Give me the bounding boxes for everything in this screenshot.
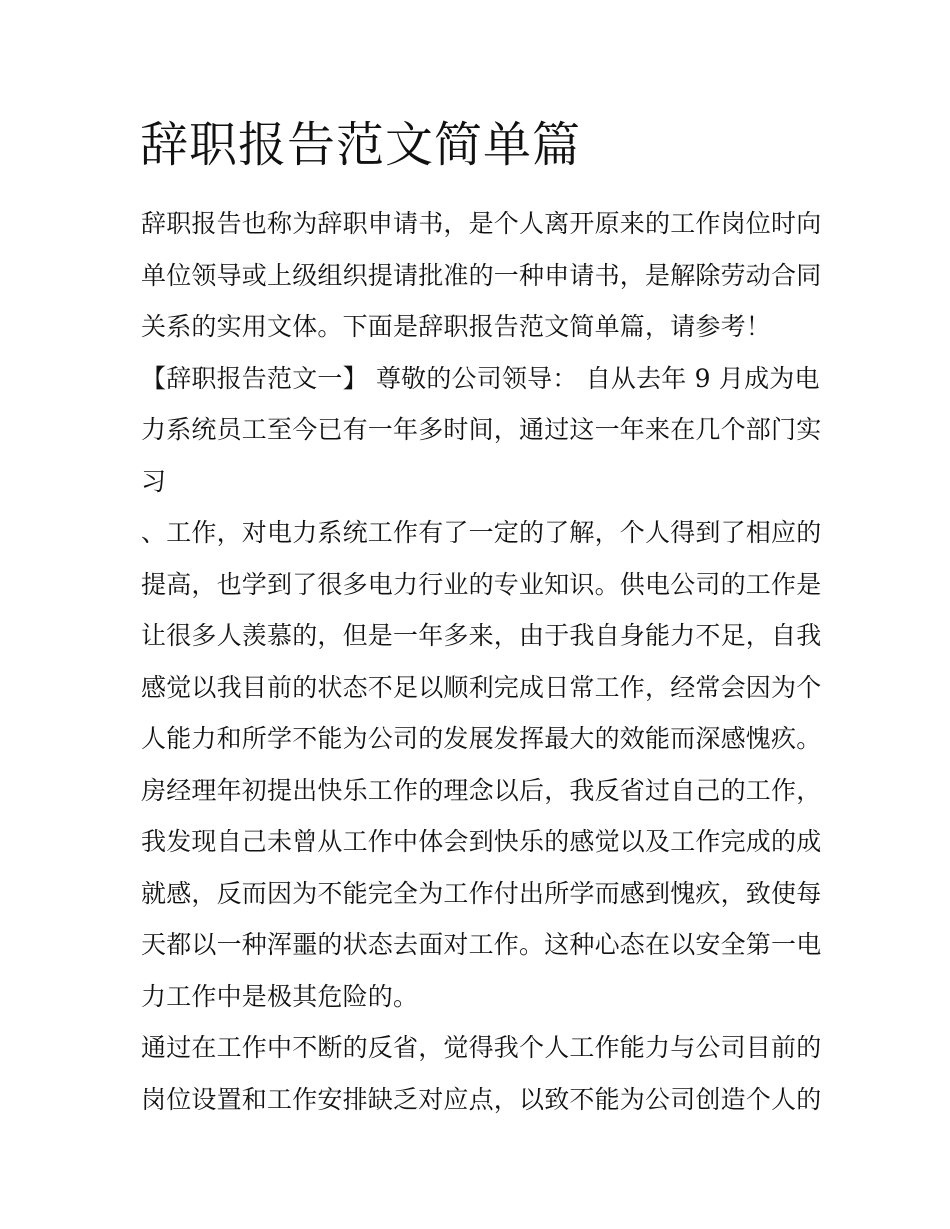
body-line-8: 提高，也学到了很多电力行业的专业知识。供电公司的工作是	[141, 569, 821, 599]
body-line-9: 让很多人羡慕的，但是一年多来，由于我自身能力不足，自我	[141, 621, 821, 650]
body-line-3: 关系的实用文体。下面是辞职报告范文简单篇，请参考！	[141, 312, 772, 341]
body-line-10: 感觉以我目前的状态不足以顺利完成日常工作，经常会因为个	[141, 672, 821, 702]
body-line-18: 岗位设置和工作安排缺乏对应点，以致不能为公司创造个人的	[141, 1084, 821, 1114]
body-line-11: 人能力和所学不能为公司的发展发挥最大的效能而深感愧疚。	[141, 724, 821, 753]
body-line-12: 房经理年初提出快乐工作的理念以后，我反省过自己的工作，	[141, 775, 821, 805]
document-body	[141, 198, 821, 1125]
body-line-14: 就感，反而因为不能完全为工作付出所学而感到愧疚，致使每	[141, 878, 821, 908]
body-line-16: 力工作中是极其危险的。	[141, 981, 419, 1011]
body-line-15: 天都以一种浑噩的状态去面对工作。这种心态在以安全第一电	[141, 930, 821, 959]
body-line-7: 、工作，对电力系统工作有了一定的了解，个人得到了相应的	[141, 518, 821, 547]
body-line-1: 辞职报告也称为辞职申请书，是个人离开原来的工作岗位时向	[141, 209, 821, 238]
body-line-6: 习	[141, 466, 167, 496]
body-line-13: 我发现自己未曾从工作中体会到快乐的感觉以及工作完成的成	[141, 827, 821, 856]
body-line-2: 单位领导或上级组织提请批准的一种申请书，是解除劳动合同	[141, 260, 821, 290]
body-line-5: 力系统员工至今已有一年多时间，通过这一年来在几个部门实	[141, 415, 821, 444]
document-title: 辞职报告范文简单篇	[140, 117, 582, 173]
body-line-17: 通过在工作中不断的反省，觉得我个人工作能力与公司目前的	[141, 1033, 821, 1062]
body-line-4: 【辞职报告范文一】 尊敬的公司领导： 自从去年 9 月成为电	[141, 363, 820, 393]
